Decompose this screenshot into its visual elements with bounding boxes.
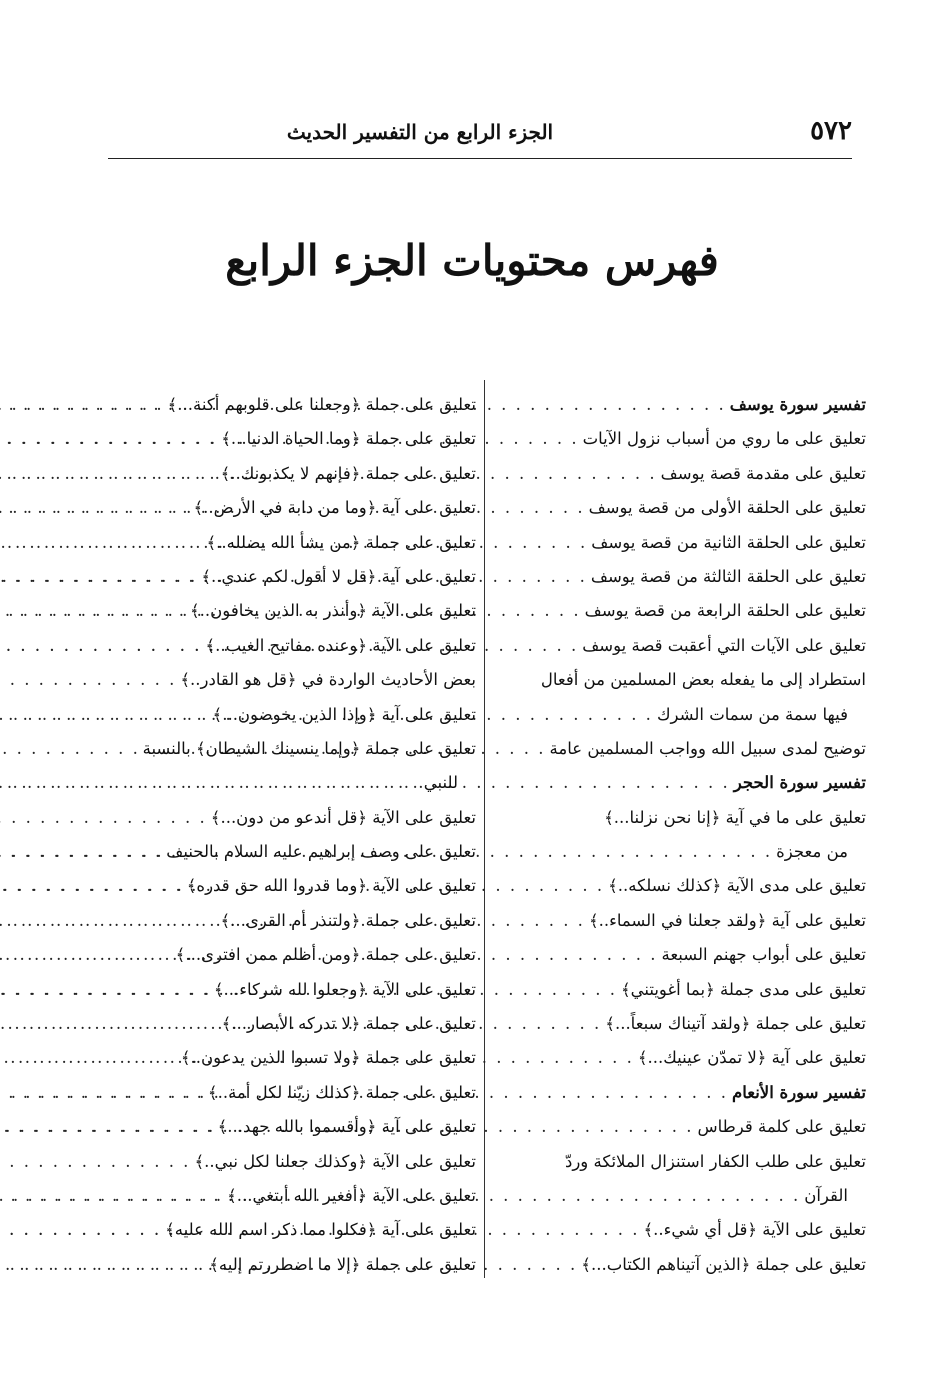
toc-entry bbox=[496, 629, 866, 663]
toc-entry-title: تعليق على كلمة قرطاس bbox=[697, 1117, 866, 1137]
toc-entry bbox=[112, 835, 476, 869]
book-title: الجزء الرابع من التفسير الحديث bbox=[286, 120, 554, 144]
toc-entry-title: تعليق على الحلقة الثالثة من قصة يوسف bbox=[590, 566, 866, 586]
toc-entry-title: تعليق على جملة ﴿إلا ما اضطررتم إليه﴾ bbox=[209, 1254, 476, 1274]
toc-entry bbox=[496, 801, 866, 835]
toc-entry bbox=[496, 457, 866, 491]
toc-entry bbox=[112, 938, 476, 972]
toc-entry bbox=[496, 422, 866, 456]
toc-entry bbox=[496, 1145, 866, 1179]
toc-entry bbox=[112, 973, 476, 1007]
toc-entry-title: تعليق على الآية ﴿وأنذر به الذين يخافون..﴾ bbox=[190, 601, 476, 621]
toc-entry-title: تعليق على الآية ﴿وما قدروا الله حق قدره﴾ bbox=[186, 876, 476, 896]
toc-entry bbox=[496, 1248, 866, 1282]
dot-leader bbox=[0, 560, 197, 594]
toc-entry bbox=[112, 457, 476, 491]
toc-entry-title: تعليق على جملة ﴿وإما ينسينك الشيطان﴾ بالنسبة bbox=[142, 738, 476, 758]
dot-leader bbox=[0, 801, 207, 835]
toc-entry-title: تعليق على آية ﴿وأقسموا بالله جهد...﴾ bbox=[217, 1117, 476, 1137]
toc-entry-title: تعليق على جملة ﴿ولقد آتيناك سبعاً...﴾ bbox=[605, 1014, 866, 1034]
toc-entry-title: استطراد إلى ما يفعله بعض المسلمين من أفعال bbox=[540, 670, 866, 690]
toc-entry bbox=[496, 732, 866, 766]
page-number: ٥٧٢ bbox=[810, 116, 852, 146]
dot-leader bbox=[0, 491, 189, 525]
page-title: فهرس محتويات الجزء الرابع bbox=[225, 236, 719, 285]
toc-entry bbox=[496, 869, 866, 903]
toc-entry-title: تعليق على مقدمة قصة يوسف bbox=[660, 463, 866, 483]
toc-entry bbox=[112, 1248, 476, 1282]
toc-entry bbox=[496, 1179, 866, 1213]
toc-entry-title: تعليق على وصف إبراهيم عليه السلام بالحنيف bbox=[166, 842, 476, 862]
dot-leader bbox=[0, 698, 209, 732]
toc-entry-title: تعليق على آية ﴿وإذا الذين يخوضون...﴾ bbox=[212, 704, 476, 724]
dot-leader bbox=[0, 1076, 204, 1110]
toc-entry bbox=[112, 663, 476, 697]
toc-entry-title: تعليق على جملة ﴿كذلك زيّنا لكل أمة..﴾ bbox=[207, 1082, 476, 1102]
toc-entry bbox=[496, 766, 866, 800]
toc-entry-title: القرآن bbox=[804, 1185, 848, 1205]
toc-entry-title: تعليق على الآية ﴿وعنده مفاتيح الغيب..﴾ bbox=[205, 635, 476, 655]
toc-entry bbox=[112, 1110, 476, 1144]
toc-entry bbox=[112, 491, 476, 525]
dot-leader bbox=[0, 938, 172, 972]
toc-entry-title: تعليق على آية ﴿وما من دابة في الأرض..﴾ bbox=[193, 498, 476, 518]
dot-leader bbox=[0, 1213, 161, 1247]
toc-entry-title: تعليق على الحلقة الثانية من قصة يوسف bbox=[591, 532, 866, 552]
toc-entry bbox=[496, 594, 866, 628]
toc-entry-title: تعليق على ما في آية ﴿إنا نحن نزلنا...﴾ bbox=[604, 807, 866, 827]
toc-entry bbox=[496, 835, 866, 869]
toc-entry bbox=[496, 388, 866, 422]
toc-entry-title: تعليق على آية ﴿لا تمدّن عينيك...﴾ bbox=[637, 1048, 866, 1068]
running-header bbox=[108, 112, 852, 159]
dot-leader bbox=[0, 594, 186, 628]
dot-leader bbox=[0, 835, 162, 869]
toc-entry bbox=[496, 663, 866, 697]
dot-leader bbox=[0, 1248, 205, 1282]
toc-entry bbox=[112, 904, 476, 938]
toc-entry-title: تعليق على آية ﴿فكلوا مما ذكر اسم الله عليه﴾ bbox=[165, 1220, 476, 1240]
toc-entry-title: تعليق على جملة ﴿لا تدركه الأبصار...﴾ bbox=[221, 1014, 476, 1034]
toc-entry bbox=[496, 973, 866, 1007]
toc-entry bbox=[112, 1179, 476, 1213]
toc-entry bbox=[496, 698, 866, 732]
toc-entry-title: تعليق على جملة ﴿وجعلنا على قلوبهم أكنة...﴾ bbox=[167, 395, 476, 414]
dot-leader bbox=[0, 904, 216, 938]
toc-entry-title: تعليق على الآية ﴿أفغير الله أبتغي...﴾ bbox=[227, 1185, 476, 1205]
dot-leader bbox=[0, 422, 217, 456]
toc-entry-title: بعض الأحاديث الواردة في ﴿قل هو القادر..﴾ bbox=[180, 670, 476, 690]
toc-entry-title: تعليق على الآيات التي أعقبت قصة يوسف bbox=[582, 635, 866, 655]
toc-entry-title: توضيح لمدى سبيل الله وواجب المسلمين عامة bbox=[549, 738, 866, 758]
toc-entry-title: تعليق على الحلقة الأولى من قصة يوسف bbox=[588, 498, 866, 518]
toc-entry bbox=[496, 1076, 866, 1110]
toc-entry-title: تعليق على جملة ﴿من يشأ الله يضلله..﴾ bbox=[206, 532, 476, 552]
toc-entry bbox=[496, 1007, 866, 1041]
dot-leader bbox=[0, 526, 203, 560]
toc-entry-title: تعليق على طلب الكفار استنزال الملائكة وردّ bbox=[564, 1151, 866, 1171]
toc-entry bbox=[496, 526, 866, 560]
dot-leader bbox=[0, 766, 420, 800]
toc-entry-title: تعليق على جملة ﴿فإنهم لا يكذبونك..﴾ bbox=[220, 463, 476, 483]
dot-leader bbox=[0, 1007, 218, 1041]
toc-entry bbox=[112, 766, 476, 800]
dot-leader bbox=[0, 388, 164, 422]
toc-entry-title: تعليق على جملة ﴿ولتنذر أم القرى...﴾ bbox=[220, 910, 476, 930]
toc-entry-title: من معجزة bbox=[776, 842, 848, 862]
toc-entry-title: تعليق على الحلقة الرابعة من قصة يوسف bbox=[584, 601, 866, 621]
toc-entry bbox=[112, 1213, 476, 1247]
toc-entry-title: تعليق على الآية ﴿قل أندعو من دون...﴾ bbox=[210, 807, 476, 827]
toc-entry-title: تعليق على الآية ﴿وجعلوا لله شركاء...﴾ bbox=[213, 979, 476, 999]
dot-leader bbox=[0, 1145, 190, 1179]
toc-entry bbox=[496, 491, 866, 525]
toc-entry-title: تفسير سورة الحجر bbox=[733, 773, 866, 793]
toc-entry-title: للنبي bbox=[423, 773, 458, 793]
toc-entry-title: تعليق على جملة ﴿ومن أظلم ممن افترى...﴾ bbox=[175, 945, 476, 965]
toc-entry bbox=[112, 629, 476, 663]
toc-entry-title: تعليق على آية ﴿قل لا أقول لكم عندي..﴾ bbox=[201, 566, 476, 586]
toc-entry-title: تفسير سورة يوسف bbox=[729, 395, 866, 414]
dot-leader bbox=[0, 1179, 223, 1213]
toc-entry-title: تعليق على الآية ﴿وكذلك جعلنا لكل نبي..﴾ bbox=[194, 1151, 476, 1171]
toc-entry bbox=[112, 526, 476, 560]
toc-entry bbox=[496, 904, 866, 938]
toc-entry-title: فيها سمة من سمات الشرك bbox=[656, 704, 848, 724]
toc-entry bbox=[112, 1076, 476, 1110]
toc-entry bbox=[112, 1041, 476, 1075]
toc-entry bbox=[112, 388, 476, 422]
toc-right-column bbox=[496, 388, 866, 1282]
toc-entry-title: تعليق على مدى جملة ﴿بما أغويتني﴾ bbox=[620, 979, 866, 999]
toc-entry-title: تعليق على ما روي من أسباب نزول الآيات bbox=[582, 429, 866, 449]
dot-leader bbox=[0, 457, 217, 491]
toc-entry-title: تعليق على آية ﴿ولقد جعلنا في السماء..﴾ bbox=[588, 910, 866, 930]
toc-entry bbox=[112, 801, 476, 835]
toc-entry bbox=[496, 1213, 866, 1247]
toc-left-column bbox=[112, 388, 476, 1282]
toc-entry-title: تعليق على أبواب جهنم السبعة bbox=[661, 945, 866, 965]
toc-entry-title: تعليق على مدى الآية ﴿كذلك نسلكه..﴾ bbox=[608, 876, 866, 896]
toc-entry bbox=[112, 869, 476, 903]
toc-entry-title: تعليق على جملة ﴿ولا تسبوا الذين يدعون..﴾ bbox=[180, 1048, 476, 1068]
toc-entry-title: تعليق على جملة ﴿الذين آتيناهم الكتاب...﴾ bbox=[581, 1254, 866, 1274]
dot-leader bbox=[0, 973, 210, 1007]
toc-entry bbox=[496, 560, 866, 594]
dot-leader bbox=[0, 663, 176, 697]
dot-leader bbox=[0, 629, 201, 663]
toc-entry bbox=[112, 1007, 476, 1041]
toc-entry-title: تعليق على جملة ﴿وما الحياة الدنيا...﴾ bbox=[221, 429, 476, 449]
toc-entry bbox=[496, 1110, 866, 1144]
toc-entry bbox=[496, 1041, 866, 1075]
toc-entry-title: تفسير سورة الأنعام bbox=[732, 1082, 866, 1102]
toc-entry bbox=[112, 560, 476, 594]
dot-leader bbox=[0, 869, 183, 903]
toc-entry bbox=[496, 938, 866, 972]
dot-leader bbox=[0, 1110, 214, 1144]
toc-entry bbox=[112, 1145, 476, 1179]
toc-entry-title: تعليق على الآية ﴿قل أي شيء..﴾ bbox=[643, 1220, 866, 1240]
toc-entry bbox=[112, 594, 476, 628]
toc-entry bbox=[112, 422, 476, 456]
toc-entry bbox=[112, 732, 476, 766]
dot-leader bbox=[0, 1041, 177, 1075]
toc-entry bbox=[112, 698, 476, 732]
